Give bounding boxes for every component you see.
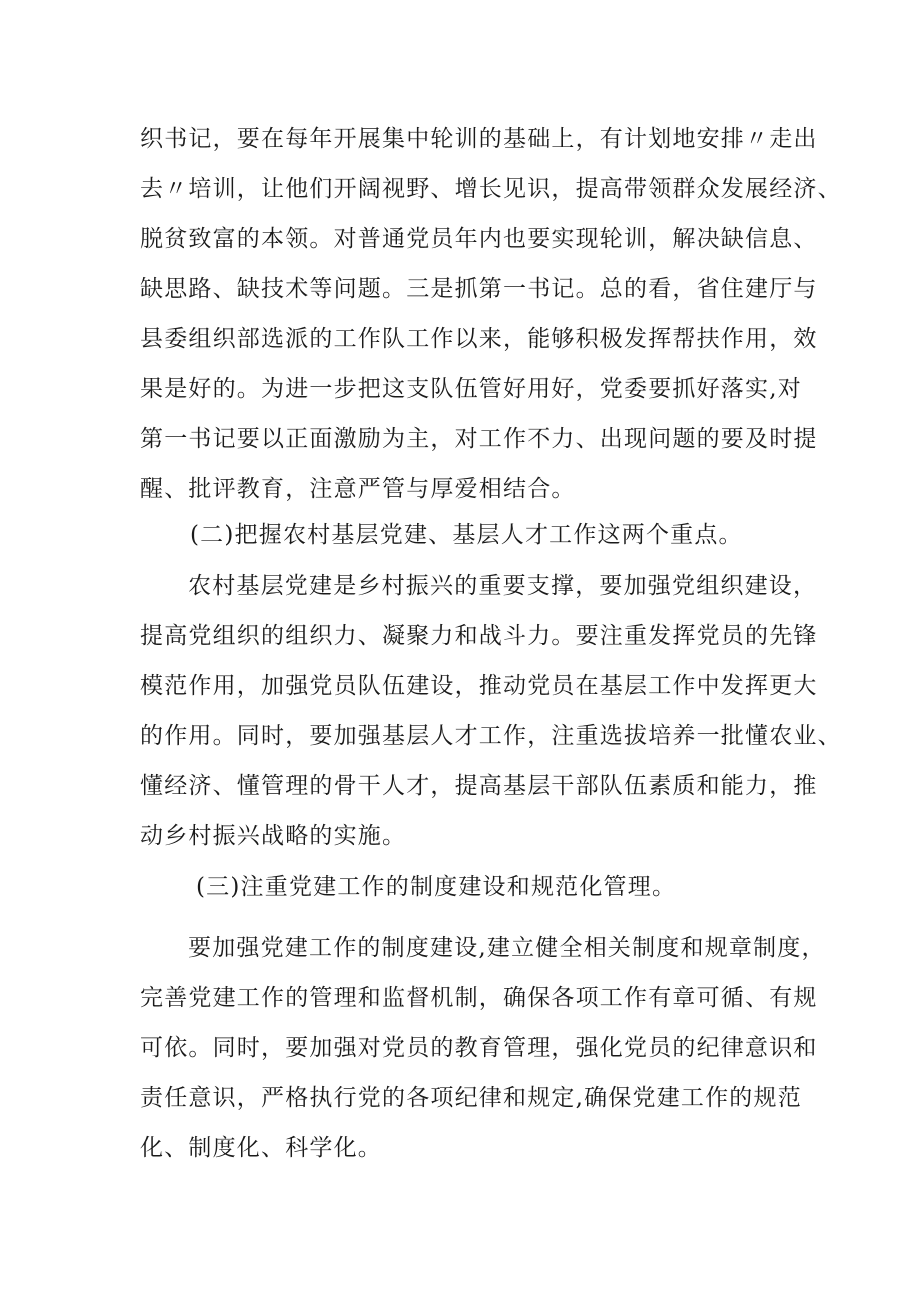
section-heading-3: (三)注重党建工作的制度建设和规范化管理。	[196, 874, 677, 900]
paragraph-2-line-1: 农村基层党建是乡村振兴的重要支撑，要加强党组织建设，	[188, 573, 818, 599]
section-heading-2: (二)把握农村基层党建、基层人才工作这两个重点。	[190, 522, 743, 548]
paragraph-3-line-4: 责任意识，严格执行党的各项纪律和规定,确保党建工作的规范	[140, 1085, 802, 1111]
paragraph-1-line-6: 果是好的。为进一步把这支队伍管好用好，党委要抓好落实,对	[140, 376, 802, 402]
paragraph-1-line-3: 脱贫致富的本领。对普通党员年内也要实现轮训，解决缺信息、	[140, 226, 818, 252]
paragraph-1-line-4: 缺思路、缺技术等问题。三是抓第一书记。总的看，省住建厅与	[140, 276, 818, 302]
paragraph-2-line-5: 懂经济、懂管理的骨干人才，提高基层干部队伍素质和能力，推	[140, 773, 818, 799]
paragraph-2-line-3: 模范作用，加强党员队伍建设，推动党员在基层工作中发挥更大	[140, 673, 818, 699]
paragraph-2-line-4: 的作用。同时，要加强基层人才工作，注重选拔培养一批懂农业、	[140, 723, 842, 749]
paragraph-3-line-1: 要加强党建工作的制度建设,建立健全相关制度和规章制度，	[188, 935, 826, 961]
paragraph-1-line-7: 第一书记要以正面激励为主，对工作不力、出现问题的要及时提	[140, 426, 818, 452]
paragraph-1-line-8: 醒、批评教育，注意严管与厚爱相结合。	[140, 476, 576, 502]
paragraph-1-line-2: 去〃培训，让他们开阔视野、增长见识，提高带领群众发展经济、	[140, 176, 842, 202]
paragraph-2-line-6: 动乡村振兴战略的实施。	[140, 823, 407, 849]
paragraph-2-line-2: 提高党组织的组织力、凝聚力和战斗力。要注重发挥党员的先锋	[140, 623, 818, 649]
paragraph-3-line-2: 完善党建工作的管理和监督机制，确保各项工作有章可循、有规	[140, 985, 818, 1011]
paragraph-3-line-3: 可依。同时，要加强对党员的教育管理，强化党员的纪律意识和	[140, 1035, 818, 1061]
paragraph-1-line-5: 县委组织部选派的工作队工作以来，能够积极发挥帮扶作用，效	[140, 326, 818, 352]
paragraph-3-line-5: 化、制度化、科学化。	[140, 1135, 382, 1161]
paragraph-1-line-1: 织书记，要在每年开展集中轮训的基础上，有计划地安排〃走出	[140, 126, 818, 152]
